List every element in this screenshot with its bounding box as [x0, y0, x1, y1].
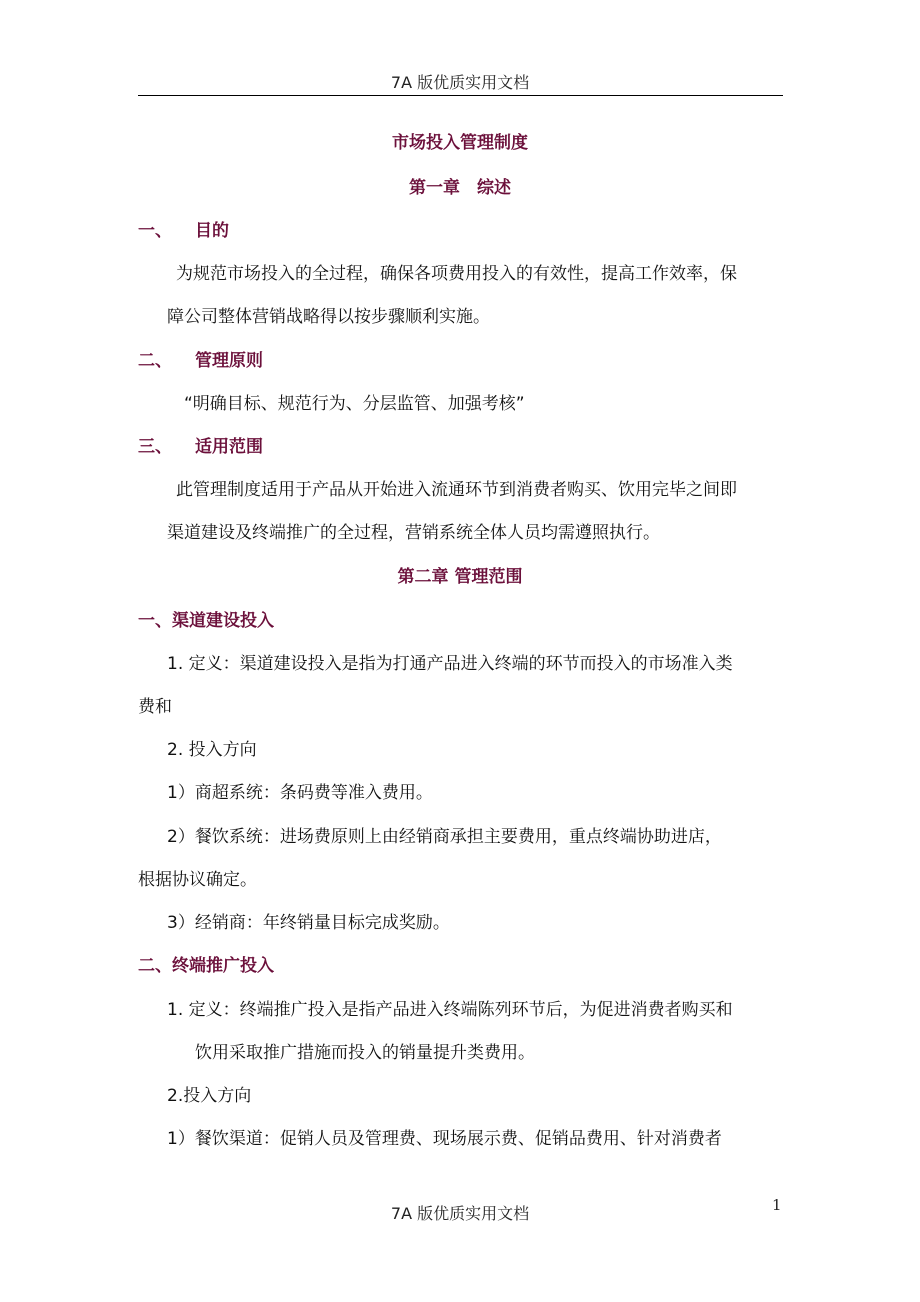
section-1-line-1: 为规范市场投入的全过程，确保各项费用投入的有效性，提高工作效率，保 — [176, 264, 737, 284]
page-number: 1 — [772, 1196, 782, 1214]
chapter-2-section-1-heading: 一、渠道建设投入 — [138, 611, 274, 631]
section-1-heading: 目的 — [195, 221, 229, 241]
chapter-2-title: 第二章 管理范围 — [397, 567, 523, 587]
section-1-line-2: 障公司整体营销战略得以按步骤顺利实施。 — [167, 307, 490, 327]
section-3-line-2: 渠道建设及终端推广的全过程，营销系统全体人员均需遵照执行。 — [167, 523, 660, 543]
document-title: 市场投入管理制度 — [392, 133, 528, 153]
chapter-2-section-1-line-7: 3）经销商：年终销量目标完成奖励。 — [167, 913, 450, 933]
chapter-2-section-2-line-3: 2.投入方向 — [167, 1086, 252, 1106]
chapter-2-section-2-line-4: 1）餐饮渠道：促销人员及管理费、现场展示费、促销品费用、针对消费者 — [167, 1129, 722, 1149]
chapter-2-section-2-line-1: 1. 定义：终端推广投入是指产品进入终端陈列环节后，为促进消费者购买和 — [167, 1000, 733, 1020]
chapter-2-section-2-heading: 二、终端推广投入 — [138, 956, 274, 976]
section-1-number: 一、 — [138, 221, 172, 241]
chapter-2-section-1-line-3: 2. 投入方向 — [167, 740, 257, 760]
section-2-heading: 管理原则 — [195, 351, 263, 371]
section-3-line-1: 此管理制度适用于产品从开始进入流通环节到消费者购买、饮用完毕之间即 — [176, 480, 737, 500]
chapter-2-section-1-line-5: 2）餐饮系统：进场费原则上由经销商承担主要费用，重点终端协助进店， — [167, 827, 722, 847]
header-divider — [138, 95, 783, 96]
chapter-2-section-1-line-6: 根据协议确定。 — [138, 870, 257, 890]
chapter-2-section-2-line-2: 饮用采取推广措施而投入的销量提升类费用。 — [195, 1043, 535, 1063]
header-text: 7A 版优质实用文档 — [390, 73, 530, 92]
chapter-2-section-1-line-2: 费和 — [138, 697, 172, 717]
section-3-number: 三、 — [138, 437, 172, 457]
section-2-number: 二、 — [138, 351, 172, 371]
section-3-heading: 适用范围 — [195, 437, 263, 457]
chapter-2-section-1-line-1: 1. 定义：渠道建设投入是指为打通产品进入终端的环节而投入的市场准入类 — [167, 654, 733, 674]
section-2-line-1: “明确目标、规范行为、分层监管、加强考核” — [184, 394, 525, 414]
footer-text: 7A 版优质实用文档 — [390, 1204, 530, 1223]
chapter-2-section-1-line-4: 1）商超系统：条码费等准入费用。 — [167, 783, 433, 803]
chapter-1-title: 第一章 综述 — [409, 178, 511, 198]
